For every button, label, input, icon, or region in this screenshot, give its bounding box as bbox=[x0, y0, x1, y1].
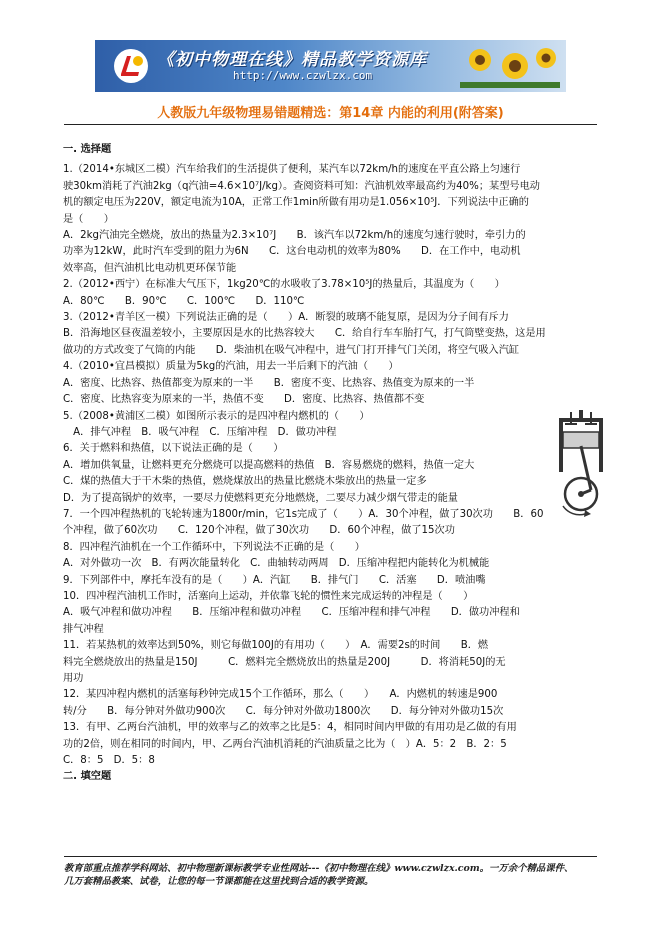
question-line: 12．某四冲程内燃机的活塞每秒钟完成15个工作循环，那么（ ） A．内燃机的转速是900 bbox=[63, 689, 498, 701]
title-divider bbox=[64, 124, 597, 125]
question-line: 8．四冲程汽油机在一个工作循环中，下列说法不正确的是（ ） bbox=[63, 541, 365, 553]
question-line: 功的2倍，则在相同的时间内，甲、乙两台汽油机消耗的汽油质量之比为（ ）A．5：2 B．2：5 bbox=[63, 738, 507, 750]
footer-line-1: 教育部重点推荐学科网站、初中物理新课标教学专业性网站---《初中物理在线》www.czwlzx.com。一万余个精品课件、 bbox=[64, 863, 574, 874]
piston-engine-icon bbox=[545, 410, 617, 518]
question-line: 9．下列部件中，摩托车没有的是（ ）A．汽缸 B．排气门 C．活塞 D．喷油嘴 bbox=[63, 574, 486, 586]
question-line: 6．关于燃料和热值，以下说法正确的是（ ） bbox=[63, 443, 284, 455]
question-line: C．煤的热值大于干木柴的热值，燃烧煤放出的热量比燃烧木柴放出的热量一定多 bbox=[63, 476, 427, 488]
question-line: A．排气冲程 B．吸气冲程 C．压缩冲程 D．做功冲程 bbox=[63, 426, 337, 438]
question-line: A．密度、比热容、热值都变为原来的一半 B．密度不变、比热容、热值变为原来的一半 bbox=[63, 377, 475, 389]
question-line: 13．有甲、乙两台汽油机，甲的效率与乙的效率之比是5：4，相同时间内甲做的有用功是乙做的有用 bbox=[63, 722, 517, 734]
question-line: A．吸气冲程和做功冲程 B．压缩冲程和做功冲程 C．压缩冲程和排气冲程 D．做功冲程和 bbox=[63, 607, 520, 619]
question-line: 功率为12kW，此时汽车受到的阻力为6N C．这台电动机的效率为80% D．在工作中，电动机 bbox=[63, 246, 521, 258]
question-lines bbox=[63, 162, 583, 769]
question-line: C．密度、比热容变为原来的一半，热值不变 D．密度、比热容、热值都不变 bbox=[63, 394, 425, 406]
question-line: 做功的方式改变了气筒的内能 D．柴油机在吸气冲程中，进气门打开排气门关闭，将空气吸入汽缸 bbox=[63, 344, 520, 356]
question-line: 10．四冲程汽油机工作时，活塞向上运动，并依靠飞轮的惯性来完成运转的冲程是（ ） bbox=[63, 590, 474, 602]
question-body bbox=[63, 142, 583, 786]
section-heading-fill: 二. 填空题 bbox=[63, 771, 112, 783]
question-line: 4.（2010•宜昌模拟）质量为5kg的汽油，用去一半后剩下的汽油（ ） bbox=[63, 361, 399, 373]
question-line: B．沿海地区昼夜温差较小，主要原因是水的比热容较大 C．给自行车车胎打气，打气筒壁变热，这是用 bbox=[63, 328, 546, 340]
question-line: 11．若某热机的效率达到50%，则它每做100J的有用功（ ） A．需要2s的时间 B．燃 bbox=[63, 640, 489, 652]
banner-title: 《初中物理在线》精品教学资源库 bbox=[157, 50, 427, 70]
czwlzx-logo-icon bbox=[113, 48, 149, 84]
question-line: 个冲程，做了60次功 C．120个冲程，做了30次功 D．60个冲程，做了15次功 bbox=[63, 525, 455, 537]
question-line: 排气冲程 bbox=[63, 623, 104, 635]
question-line: 用功 bbox=[63, 673, 84, 684]
question-line: A．增加供氧量，让燃料更充分燃烧可以提高燃料的热值 B．容易燃烧的燃料，热值一定大 bbox=[63, 459, 475, 471]
section-heading-choice: 一. 选择题 bbox=[63, 144, 112, 155]
question-line: A．对外做功一次 B．有两次能量转化 C．曲轴转动两周 D．压缩冲程把内能转化为机械能 bbox=[63, 558, 490, 570]
question-line: A．2kg汽油完全燃烧，放出的热量为2.3×10⁷J B．该汽车以72km/h的速度匀速行驶时，牵引力的 bbox=[63, 230, 526, 242]
question-line: C．8：5 D．5：8 bbox=[63, 755, 155, 767]
header-banner bbox=[95, 40, 566, 92]
question-line: 转/分 B．每分钟对外做功900次 C．每分钟对外做功1800次 D．每分钟对外做功15次 bbox=[63, 705, 504, 717]
question-line: 料完全燃烧放出的热量是150J C．燃料完全燃烧放出的热量是200J D．将消耗50J的无 bbox=[63, 656, 506, 668]
page-title: 人教版九年级物理易错题精选：第14章 内能的利用(附答案) bbox=[157, 106, 504, 121]
question-line: 机的额定电压为220V，额定电流为10A，正常工作1min所做有用功是1.056×10⁵J．下列说法中正确的 bbox=[63, 197, 529, 209]
question-line: 效率高，但汽油机比电动机更环保节能 bbox=[63, 262, 237, 274]
question-line: D．为了提高锅炉的效率，一要尽力使燃料更充分地燃烧，二要尽力减少烟气带走的能量 bbox=[63, 492, 458, 504]
footer-line-2: 几万套精品教案、试卷，让您的每一节课都能在这里找到合适的教学资源。 bbox=[64, 876, 374, 887]
sunflower-icon bbox=[460, 44, 560, 88]
question-line: 是（ ） bbox=[63, 213, 114, 225]
banner-url: http://www.czwlzx.com bbox=[233, 69, 373, 82]
question-line: 2.（2012•西宁）在标准大气压下，1kg20℃的水吸收了3.78×10⁵J的热量后，其温度为（ ） bbox=[63, 279, 505, 291]
question-line: 1.（2014•东城区二模）汽车给我们的生活提供了便利，某汽车以72km/h的速度在平直公路上匀速行 bbox=[63, 164, 521, 176]
question-line: 7．一个四冲程热机的飞轮转速为1800r/min，它1s完成了（ ）A．30个冲程，做了30次功 B．60 bbox=[63, 508, 544, 520]
footer-divider bbox=[64, 856, 597, 857]
question-line: 5.（2008•黄浦区二模）如图所示表示的是四冲程内燃机的（ ） bbox=[63, 410, 370, 422]
question-line: A．80℃ B．90℃ C．100℃ D．110℃ bbox=[63, 295, 305, 307]
question-line: 驶30km消耗了汽油2kg（q汽油=4.6×10⁷J/kg）。查阅资料可知：汽油机效率最高约为40%；某型号电动 bbox=[63, 180, 540, 192]
question-line: 3.（2012•青羊区一模）下列说法正确的是（ ）A．断裂的玻璃不能复原，是因为分子间有斥力 bbox=[63, 312, 509, 324]
footer bbox=[64, 862, 604, 888]
